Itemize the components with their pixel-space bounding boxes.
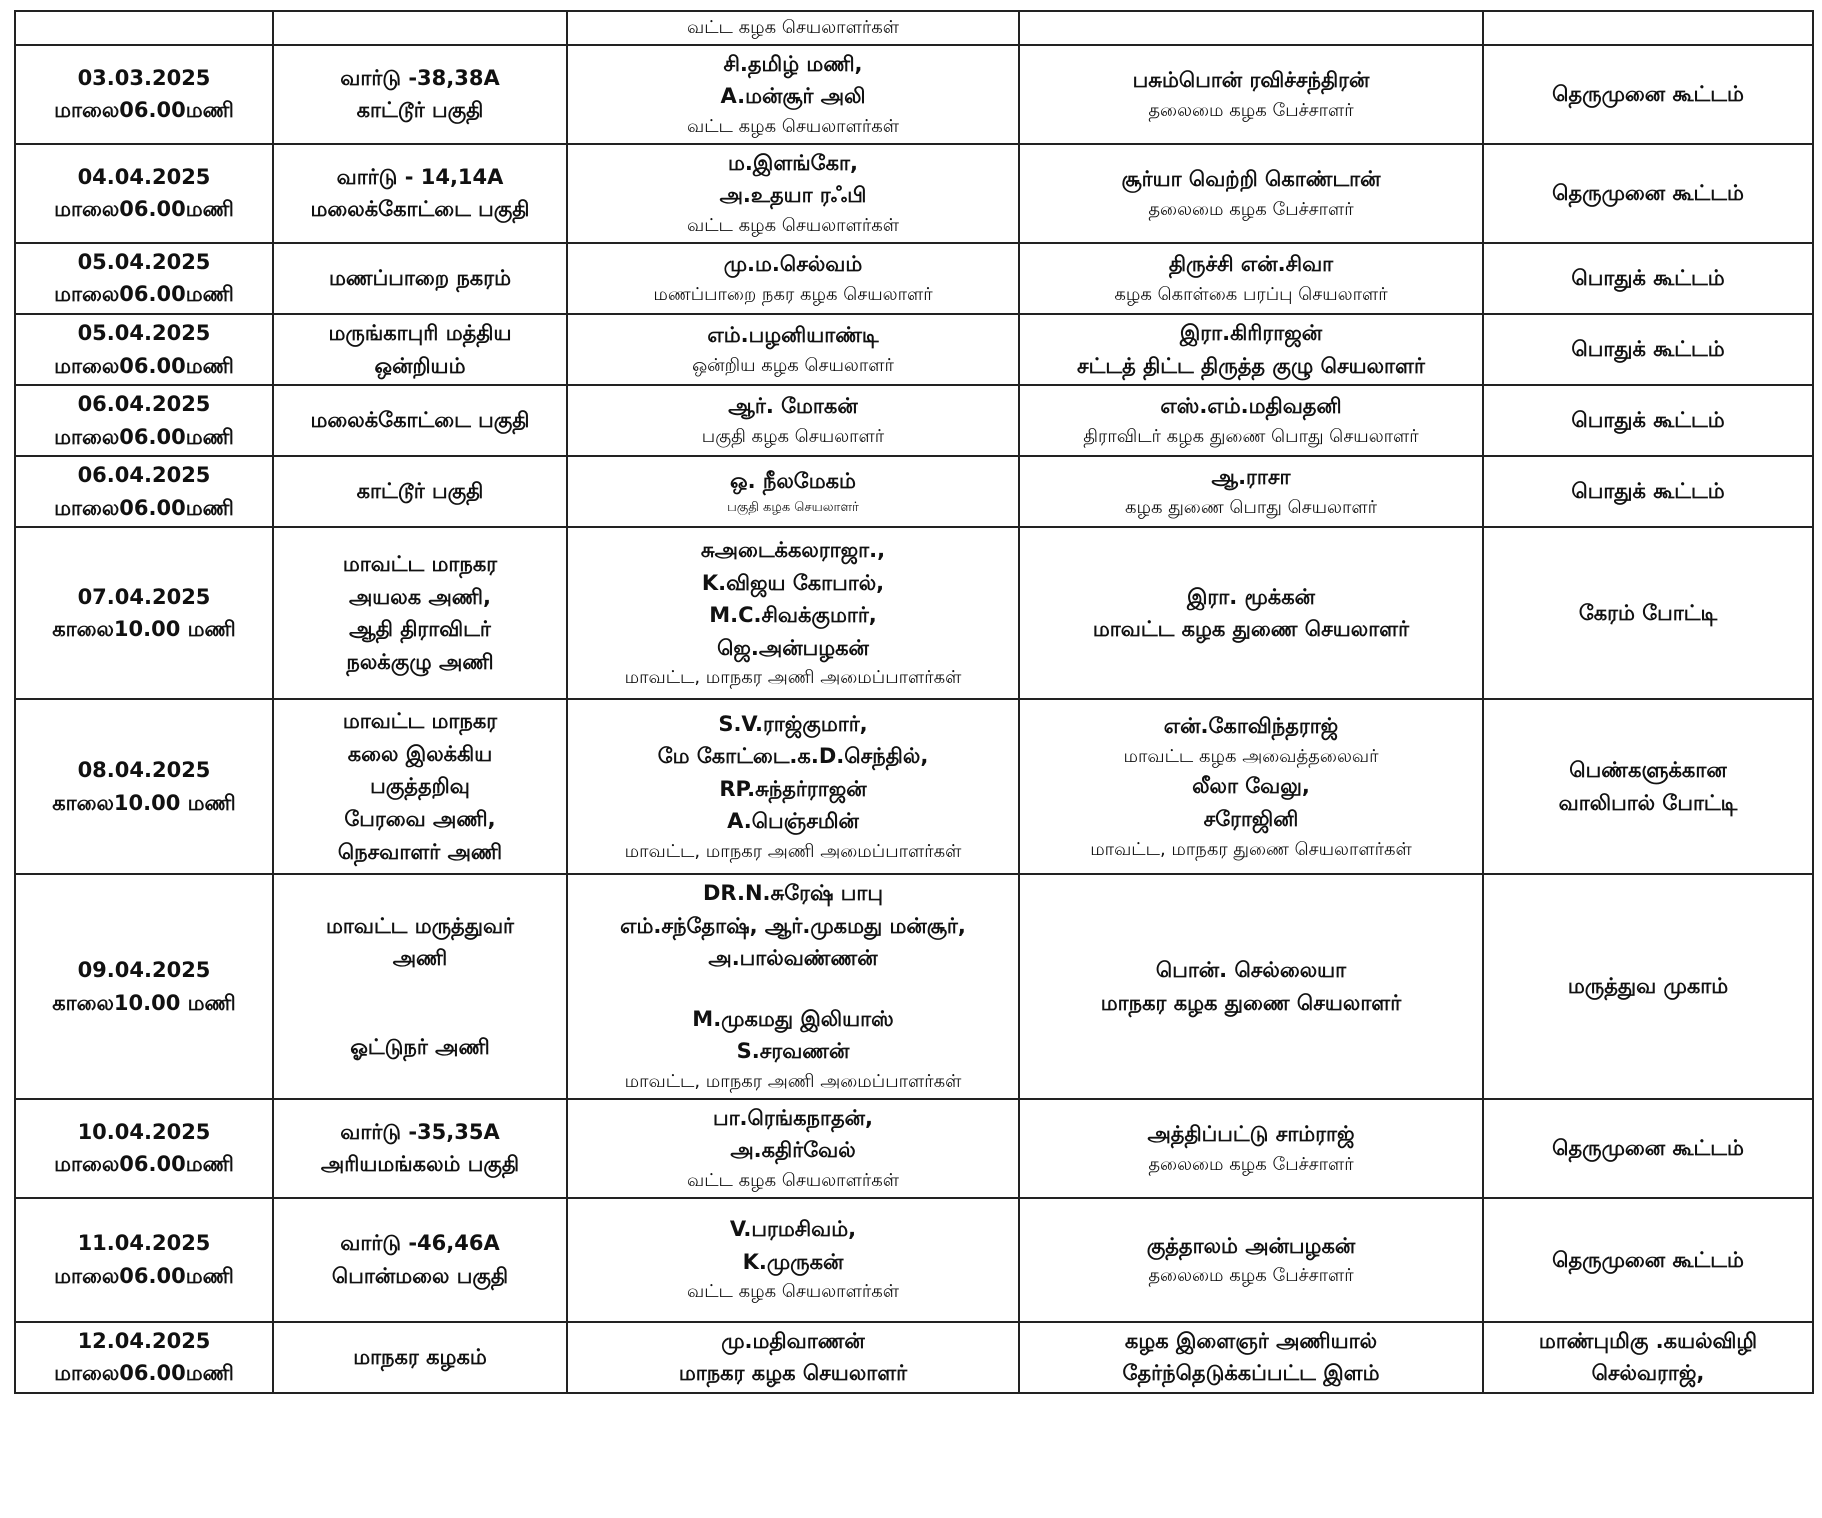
location-cell	[273, 314, 567, 385]
event-type-cell	[1483, 527, 1813, 699]
location-cell	[273, 144, 567, 243]
table-row	[15, 527, 1813, 699]
speakers-cell	[1019, 874, 1483, 1099]
organizers-cell	[567, 527, 1019, 699]
location-cell-line: வார்டு -35,35A	[340, 1119, 500, 1144]
date-time-cell-line: 11.04.2025	[77, 1231, 211, 1256]
location-cell	[273, 456, 567, 527]
date-time-cell-line: மாலை06.00மணி	[54, 1361, 234, 1386]
speakers-cell-line: இரா.கிரிராஜன்	[1179, 320, 1323, 345]
date-time-cell-line: 05.04.2025	[77, 320, 211, 345]
date-time-cell-line: மாலை06.00மணி	[54, 282, 234, 307]
location-cell-line: வார்டு -38,38A	[340, 65, 500, 90]
table-row	[15, 456, 1813, 527]
date-time-cell-line: மாலை06.00மணி	[54, 1152, 234, 1177]
event-type-cell	[1483, 699, 1813, 874]
date-time-cell	[15, 456, 273, 527]
speakers-cell-line: தலைமை கழக பேச்சாளர்	[1148, 1153, 1354, 1175]
event-type-cell	[1483, 314, 1813, 385]
date-time-cell	[15, 144, 273, 243]
organizers-cell-line: சி.தமிழ் மணி,	[723, 51, 863, 76]
speakers-cell	[1019, 1099, 1483, 1198]
speakers-cell	[1019, 45, 1483, 144]
speakers-cell-line: கழக இளைஞர் அணியால்	[1124, 1328, 1378, 1353]
organizers-cell-line: K.முருகன்	[742, 1249, 844, 1274]
event-type-cell	[1483, 1099, 1813, 1198]
speakers-cell-line: லீலா வேலு,	[1192, 774, 1310, 799]
date-time-cell-line: மாலை06.00மணி	[54, 495, 234, 520]
event-type-cell-line: பெண்களுக்கான	[1569, 758, 1727, 783]
date-time-cell-line: காலை10.00 மணி	[52, 790, 236, 815]
speakers-cell-line: மாவட்ட கழக துணை செயலாளர்	[1092, 617, 1410, 642]
date-time-cell	[15, 1322, 273, 1393]
event-type-cell-line: தெருமுனை கூட்டம்	[1552, 1136, 1744, 1161]
location-cell-line: நலக்குழு அணி	[346, 649, 494, 674]
organizers-cell	[567, 699, 1019, 874]
speakers-cell-line: அத்திப்பட்டு சாம்ராஜ்	[1147, 1122, 1355, 1147]
organizers-cell-line: மாவட்ட, மாநகர அணி அமைப்பாளர்கள்	[624, 667, 962, 689]
event-type-cell-line: பொதுக் கூட்டம்	[1571, 479, 1725, 504]
speakers-cell	[1019, 314, 1483, 385]
event-type-cell-line: தெருமுனை கூட்டம்	[1552, 181, 1744, 206]
event-type-cell-line: செல்வராஜ்,	[1591, 1361, 1705, 1386]
date-time-cell	[15, 874, 273, 1099]
location-cell	[273, 11, 567, 45]
organizers-cell-line: சுஅடைக்கலராஜா.,	[700, 538, 886, 563]
organizers-cell-line: K.விஜய கோபால்,	[701, 570, 885, 595]
organizers-cell	[567, 385, 1019, 456]
speakers-cell-line: கழக கொள்கை பரப்பு செயலாளர்	[1114, 283, 1388, 305]
event-type-cell-line: பொதுக் கூட்டம்	[1571, 266, 1725, 291]
organizers-cell-line: RP.சுந்தர்ராஜன்	[719, 776, 867, 801]
organizers-cell	[567, 1099, 1019, 1198]
location-cell-line: மலைக்கோட்டை பகுதி	[310, 197, 530, 222]
organizers-cell-line	[574, 975, 1012, 1003]
speakers-cell-line: எஸ்.எம்.மதிவதனி	[1160, 394, 1342, 419]
schedule-table-body	[15, 11, 1813, 1393]
organizers-cell-line: பா.ரெங்கநாதன்,	[712, 1105, 874, 1130]
location-cell-line: மாவட்ட மாநகர	[342, 709, 498, 734]
date-time-cell	[15, 1099, 273, 1198]
location-cell	[273, 699, 567, 874]
organizers-cell-line: மு.மதிவாணன்	[721, 1328, 865, 1353]
speakers-cell-line: பசும்பொன் ரவிச்சந்திரன்	[1132, 68, 1370, 93]
organizers-cell-line: எம்.சந்தோஷ், ஆர்.முகமது மன்சூர்,	[620, 913, 966, 938]
speakers-cell	[1019, 699, 1483, 874]
speakers-cell-line: திராவிடர் கழக துணை பொது செயலாளர்	[1083, 425, 1419, 447]
date-time-cell	[15, 314, 273, 385]
date-time-cell	[15, 243, 273, 314]
event-type-cell	[1483, 144, 1813, 243]
table-row	[15, 1322, 1813, 1393]
location-cell	[273, 385, 567, 456]
location-cell-line: மருங்காபுரி மத்திய	[328, 320, 512, 345]
event-type-cell	[1483, 385, 1813, 456]
organizers-cell-line: எம்.பழனியாண்டி	[707, 323, 879, 348]
schedule-document	[14, 10, 1812, 1394]
organizers-cell-line: S.V.ராஜ்குமார்,	[718, 711, 868, 736]
organizers-cell-line: மாநகர கழக செயலாளர்	[678, 1361, 908, 1386]
location-cell-line: மலைக்கோட்டை பகுதி	[310, 408, 530, 433]
organizers-cell-line: ம.இளங்கோ,	[728, 150, 858, 175]
speakers-cell-line: மாநகர கழக துணை செயலாளர்	[1100, 990, 1402, 1015]
location-cell-line: வார்டு - 14,14A	[336, 164, 504, 189]
table-row	[15, 144, 1813, 243]
table-row	[15, 699, 1813, 874]
organizers-cell-line: வட்ட கழக செயலாளர்கள்	[687, 214, 899, 236]
location-cell-line: ஓட்டுநர் அணி	[350, 1034, 490, 1059]
date-time-cell-line: மாலை06.00மணி	[54, 424, 234, 449]
organizers-cell	[567, 45, 1019, 144]
table-row	[15, 1198, 1813, 1322]
date-time-cell-line: காலை10.00 மணி	[52, 617, 236, 642]
date-time-cell-line: 05.04.2025	[77, 249, 211, 274]
speakers-cell-line: ஆ.ராசா	[1211, 465, 1291, 490]
organizers-cell-line: வட்ட கழக செயலாளர்கள்	[687, 115, 899, 137]
speakers-cell-line: தலைமை கழக பேச்சாளர்	[1148, 198, 1354, 220]
event-type-cell-line: பொதுக் கூட்டம்	[1571, 337, 1725, 362]
organizers-cell-line: A.மன்சூர் அலி	[720, 84, 866, 109]
speakers-cell-line: மாவட்ட கழக அவைத்தலைவர்	[1123, 745, 1379, 767]
speakers-cell	[1019, 456, 1483, 527]
date-time-cell-line: 07.04.2025	[77, 584, 211, 609]
speakers-cell	[1019, 1322, 1483, 1393]
speakers-cell-line: திருச்சி என்.சிவா	[1168, 252, 1334, 277]
organizers-cell-line: ஆர். மோகன்	[728, 394, 858, 419]
organizers-cell-line: A.பெஞ்சமின்	[727, 809, 859, 834]
table-row	[15, 385, 1813, 456]
organizers-cell-line: M.C.சிவக்குமார்,	[709, 603, 877, 628]
speakers-cell-line: என்.கோவிந்தராஜ்	[1163, 714, 1339, 739]
speakers-cell-line: தலைமை கழக பேச்சாளர்	[1148, 1265, 1354, 1287]
speakers-cell-line: சட்டத் திட்ட திருத்த குழு செயலாளர்	[1077, 353, 1425, 378]
speakers-cell-line: தேர்ந்தெடுக்கப்பட்ட இளம்	[1122, 1361, 1380, 1386]
date-time-cell	[15, 45, 273, 144]
date-time-cell-line: 09.04.2025	[77, 958, 211, 982]
location-cell-line: மணப்பாறை நகரம்	[329, 266, 511, 291]
event-type-cell	[1483, 45, 1813, 144]
date-time-cell-line: 03.03.2025	[77, 65, 211, 90]
date-time-cell-line: மாலை06.00மணி	[54, 353, 234, 378]
location-cell	[273, 45, 567, 144]
table-row	[15, 314, 1813, 385]
location-cell-line: பகுத்தறிவு	[370, 774, 470, 799]
event-type-cell-line: மாண்புமிகு .கயல்விழி	[1538, 1328, 1758, 1353]
organizers-cell-line: S.சரவணன்	[736, 1039, 850, 1064]
organizers-cell	[567, 144, 1019, 243]
date-time-cell-line: மாலை06.00மணி	[54, 197, 234, 222]
organizers-cell-line: மாவட்ட, மாநகர அணி அமைப்பாளர்கள்	[624, 1070, 962, 1092]
date-time-cell-line: 04.04.2025	[77, 164, 211, 189]
organizers-cell	[567, 1198, 1019, 1322]
event-type-cell	[1483, 243, 1813, 314]
date-time-cell	[15, 527, 273, 699]
event-type-cell	[1483, 11, 1813, 45]
table-row	[15, 45, 1813, 144]
location-cell-line: பேரவை அணி,	[344, 807, 496, 831]
date-time-cell-line: 08.04.2025	[77, 758, 211, 783]
speakers-cell	[1019, 11, 1483, 45]
event-type-cell	[1483, 456, 1813, 527]
organizers-cell-line: ஒன்றிய கழக செயலாளர்	[692, 354, 894, 376]
date-time-cell-line: காலை10.00 மணி	[52, 990, 236, 1015]
location-cell-line: கலை இலக்கிய	[347, 741, 493, 766]
table-row	[15, 1099, 1813, 1198]
speakers-cell-line: மாவட்ட, மாநகர துணை செயலாளர்கள்	[1090, 838, 1412, 860]
speakers-cell-line: பொன். செல்லையா	[1155, 958, 1347, 982]
location-cell-line: காட்டூர் பகுதி	[356, 479, 484, 504]
event-type-cell-line: பொதுக் கூட்டம்	[1571, 408, 1725, 433]
location-cell-line: வார்டு -46,46A	[340, 1231, 500, 1256]
speakers-cell-line: தலைமை கழக பேச்சாளர்	[1148, 99, 1354, 121]
organizers-cell-line: DR.N.சுரேஷ் பாபு	[702, 881, 884, 906]
location-cell	[273, 1099, 567, 1198]
organizers-cell	[567, 1322, 1019, 1393]
organizers-cell	[567, 456, 1019, 527]
speakers-cell	[1019, 1198, 1483, 1322]
location-cell-line: நெசவாளர் அணி	[337, 839, 503, 864]
location-cell	[273, 1322, 567, 1393]
location-cell	[273, 527, 567, 699]
organizers-cell-line: அ.கதிர்வேல்	[730, 1138, 856, 1163]
organizers-cell-line: மணப்பாறை நகர கழக செயலாளர்	[653, 283, 933, 305]
organizers-cell-line: ஒ. நீலமேகம்	[730, 469, 856, 494]
date-time-cell	[15, 699, 273, 874]
speakers-cell-line: குத்தாலம் அன்பழகன்	[1146, 1233, 1356, 1258]
event-type-cell	[1483, 874, 1813, 1099]
organizers-cell-line: அ.உதயா ரஃபி	[719, 183, 867, 208]
location-cell-line: காட்டூர் பகுதி	[356, 98, 484, 123]
speakers-cell	[1019, 243, 1483, 314]
organizers-cell	[567, 874, 1019, 1099]
location-cell-line: மாவட்ட மருத்துவர்	[325, 913, 515, 938]
table-row	[15, 243, 1813, 314]
location-cell-line: அணி	[392, 946, 448, 971]
organizers-cell-line: ஜெ.அன்பழகன்	[717, 635, 869, 660]
organizers-cell-line: V.பரமசிவம்,	[729, 1217, 857, 1242]
organizers-cell-line: மு.ம.செல்வம்	[723, 252, 863, 277]
date-time-cell-line: 06.04.2025	[77, 463, 211, 488]
location-cell	[273, 874, 567, 1099]
location-cell-line: பொன்மலை பகுதி	[331, 1263, 509, 1288]
organizers-cell-line: M.முகமது இலியாஸ்	[692, 1006, 894, 1031]
date-time-cell	[15, 385, 273, 456]
speakers-cell-line: சரோஜினி	[1203, 807, 1299, 831]
organizers-cell-line: பகுதி கழக செயலாளர்	[727, 499, 859, 515]
date-time-cell-line: 12.04.2025	[77, 1328, 211, 1353]
event-type-cell-line: மருத்துவ முகாம்	[1567, 974, 1729, 999]
speakers-cell-line: சூர்யா வெற்றி கொண்டான்	[1121, 167, 1381, 192]
organizers-cell-line: அ.பால்வண்ணன்	[708, 946, 878, 971]
event-type-cell	[1483, 1198, 1813, 1322]
organizers-cell-line: வட்ட கழக செயலாளர்கள்	[687, 17, 899, 38]
location-cell	[273, 243, 567, 314]
location-cell-line: மாநகர கழகம்	[353, 1345, 487, 1370]
event-type-cell-line: தெருமுனை கூட்டம்	[1552, 1247, 1744, 1272]
organizers-cell	[567, 314, 1019, 385]
table-row	[15, 874, 1813, 1099]
location-cell-line: அயலக அணி,	[348, 584, 492, 609]
date-time-cell-line: மாலை06.00மணி	[54, 1263, 234, 1288]
date-time-cell-line: 10.04.2025	[77, 1119, 211, 1144]
event-type-cell	[1483, 1322, 1813, 1393]
speakers-cell-line: கழக துணை பொது செயலாளர்	[1124, 497, 1378, 519]
speakers-cell	[1019, 144, 1483, 243]
event-type-cell-line: தெருமுனை கூட்டம்	[1552, 82, 1744, 107]
organizers-cell-line: மே கோட்டை.க.D.செந்தில்,	[657, 744, 929, 769]
date-time-cell	[15, 1198, 273, 1322]
organizers-cell	[567, 243, 1019, 314]
location-cell-line	[280, 975, 560, 1003]
location-cell-line: மாவட்ட மாநகர	[342, 552, 498, 577]
location-cell-line: அரியமங்கலம் பகுதி	[320, 1152, 520, 1177]
organizers-cell	[567, 11, 1019, 45]
speakers-cell-line: இரா. மூக்கன்	[1186, 584, 1316, 609]
organizers-cell-line: வட்ட கழக செயலாளர்கள்	[687, 1281, 899, 1303]
speakers-cell	[1019, 385, 1483, 456]
speakers-cell	[1019, 527, 1483, 699]
date-time-cell-line: 06.04.2025	[77, 392, 211, 417]
location-cell	[273, 1198, 567, 1322]
event-schedule-table	[14, 10, 1814, 1394]
date-time-cell	[15, 11, 273, 45]
organizers-cell-line: பகுதி கழக செயலாளர்	[701, 425, 885, 447]
organizers-cell-line: வட்ட கழக செயலாளர்கள்	[687, 1169, 899, 1191]
location-cell-line: ஆதி திராவிடர்	[349, 617, 491, 642]
organizers-cell-line: மாவட்ட, மாநகர அணி அமைப்பாளர்கள்	[624, 840, 962, 862]
table-row	[15, 11, 1813, 45]
location-cell-line	[280, 1003, 560, 1031]
date-time-cell-line: மாலை06.00மணி	[54, 98, 234, 123]
location-cell-line: ஒன்றியம்	[374, 353, 466, 378]
event-type-cell-line: வாலிபால் போட்டி	[1558, 790, 1738, 815]
event-type-cell-line: கேரம் போட்டி	[1578, 600, 1718, 625]
